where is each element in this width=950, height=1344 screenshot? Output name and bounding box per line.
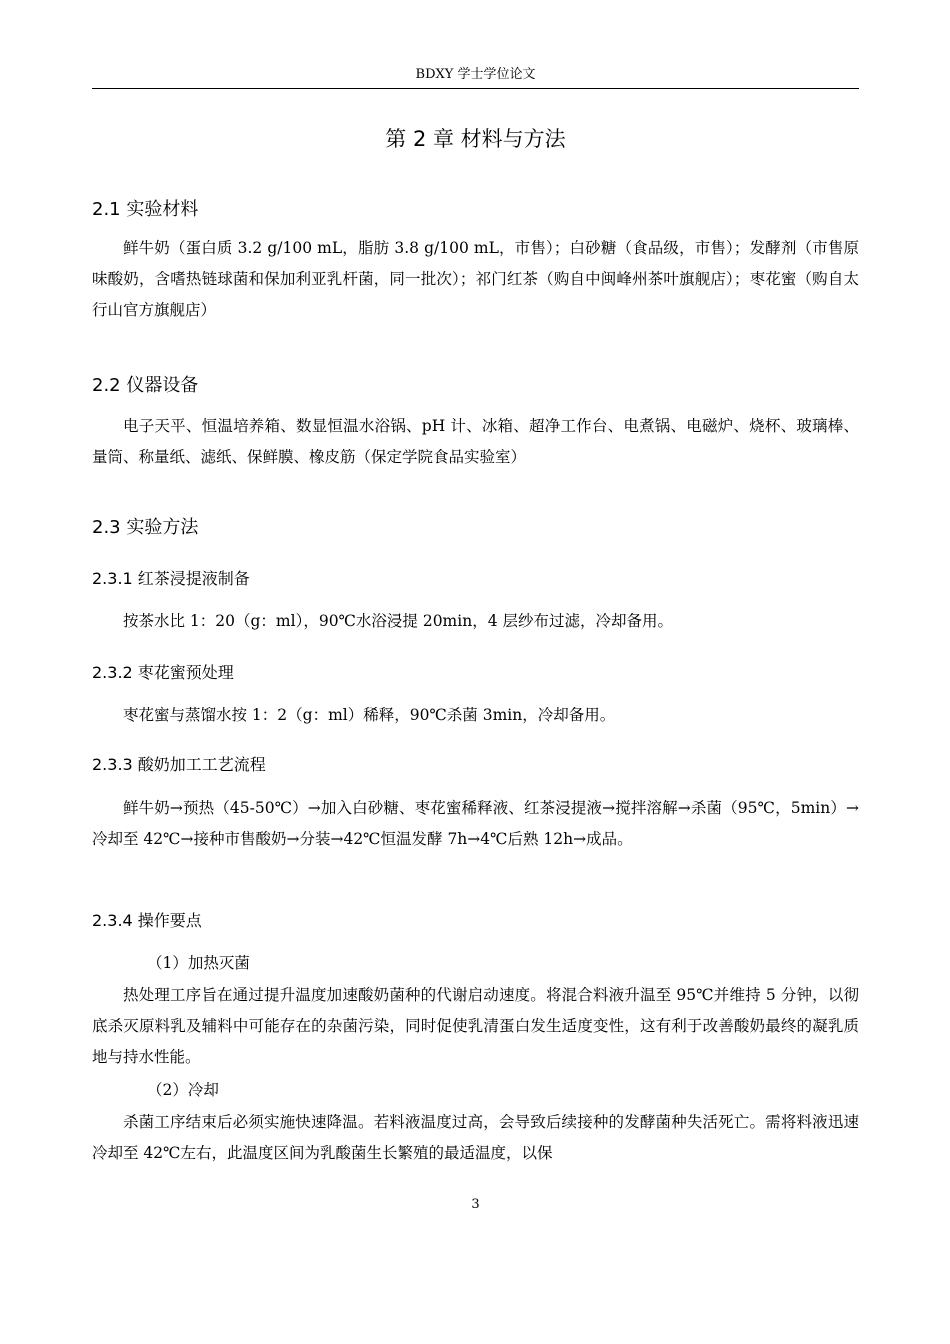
section-heading-2-3-1: 2.3.1 红茶浸提液制备 [92, 569, 250, 588]
section-heading-2-1: 2.1 实验材料 [92, 199, 199, 220]
page-number: 3 [471, 1197, 480, 1212]
section-heading-2-3: 2.3 实验方法 [92, 517, 199, 538]
paragraph-cooling: 杀菌工序结束后必须实施快速降温。若料液温度过高，会导致后续接种的发酵菌种失活死亡。需将料液迅速冷却至 42℃左右，此温度区间为乳酸菌生长繁殖的最适温度，以保 [92, 1113, 859, 1162]
chapter-title: 第 2 章 材料与方法 [385, 127, 566, 151]
section-heading-2-3-3: 2.3.3 酸奶加工工艺流程 [92, 755, 266, 774]
section-paragraph-2-3-2: 枣花蜜与蒸馏水按 1：2（g：ml）稀释，90℃杀菌 3min，冷却备用。 [123, 706, 616, 724]
section-heading-2-2: 2.2 仪器设备 [92, 375, 199, 396]
paragraph-heating: 热处理工序旨在通过提升温度加速酸奶菌种的代谢启动速度。将混合料液升温至 95℃并维持 5 分钟，以彻底杀灭原料乳及辅料中可能存在的杂菌污染，同时促使乳清蛋白发生适度变性，这有利于改善酸奶最终的凝乳质地与持水性能。 [92, 986, 859, 1066]
section-paragraph-2-3-1: 按茶水比 1：20（g：ml），90℃水浴浸提 20min，4 层纱布过滤，冷却备用。 [123, 612, 673, 630]
subsection-item-heating: （1）加热灭菌 [147, 954, 250, 972]
section-paragraph-2-3-3: 鲜牛奶→预热（45-50℃）→加入白砂糖、枣花蜜稀释液、红茶浸提液→搅拌溶解→杀菌（95℃，5min）→冷却至 42℃→接种市售酸奶→分装→42℃恒温发酵 7h→4℃后熟 12h→成品。 [92, 799, 859, 848]
running-header: BDXY 学士学位论文 [415, 67, 536, 82]
section-paragraph-2-2: 电子天平、恒温培养箱、数显恒温水浴锅、pH 计、冰箱、超净工作台、电煮锅、电磁炉、烧杯、玻璃棒、量筒、称量纸、滤纸、保鲜膜、橡皮筋（保定学院食品实验室） [92, 417, 859, 466]
section-paragraph-2-1: 鲜牛奶（蛋白质 3.2 g/100 mL，脂肪 3.8 g/100 mL，市售）；白砂糖（食品级，市售）；发酵剂（市售原味酸奶，含嗜热链球菌和保加利亚乳杆菌，同一批次）；祁门红茶（购自中闽峰州茶叶旗舰店）；枣花蜜（购自太行山官方旗舰店） [92, 239, 859, 319]
subsection-item-cooling: （2）冷却 [147, 1081, 219, 1099]
header-rule [92, 88, 859, 89]
section-heading-2-3-2: 2.3.2 枣花蜜预处理 [92, 663, 234, 682]
section-heading-2-3-4: 2.3.4 操作要点 [92, 911, 202, 930]
